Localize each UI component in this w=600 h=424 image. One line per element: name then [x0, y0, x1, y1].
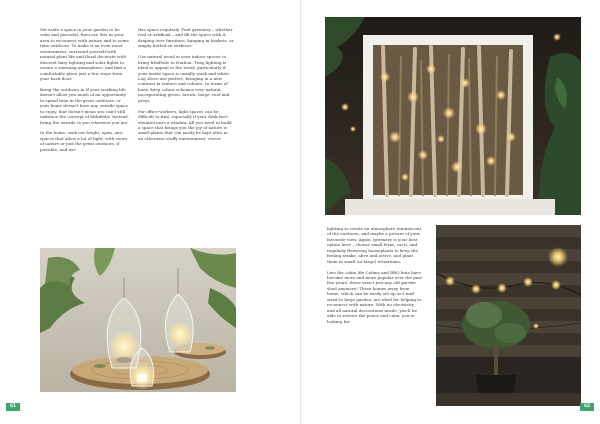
page-number-right: 62 [580, 403, 594, 411]
left-text-column-1 [40, 27, 129, 152]
paragraph: Bring the outdoors in If your working life doesn't allow you much of an opportunity to spend time in the great outdoors, or your home doesn't have any outside space to enjoy, that doesn't mean you can't still embrace the concept of hitluftsliv. Instead, bring the outside to you wherever you are. [40, 86, 129, 125]
paragraph: Use natural wood in your indoor spaces to bring friluftsliv to fruition. Twig lighting is ideal to appeal to the trend, particularly if your inside space is usually stark and white. Log slices are perfect, bringing in a new contrast in texture and colours. In terms of hues, keep colour schemes very natural, incorporating green, brown, beige, rust and greys. [138, 54, 231, 103]
left-text-column-2 [138, 27, 234, 141]
right-page [300, 0, 600, 424]
paragraph: In the home, seek out bright, open, airy spaces that allow a lot of light, with views of nature or just the great outdoors, if possible, and use [40, 130, 128, 152]
paragraph: lighting to create an atmosphere reminiscent of the outdoors, and maybe a picture of your favourite view. Again, greenery is your best option here – choose small ferns, cacti, and regularly flowering houseplants to keep the feeling awake, alive and active, and plant them in small (or large) terrariums. [327, 226, 422, 264]
paragraph: Live the cabin life Cabins and BBQ huts have become more and more popular over the past few years: these aren't just any old garden shed anymore! These homes away from home, which can be easily set up in a mid-sized to large garden, are ideal for helping to reconnect with nature. With no electricity and all natural decorations inside, you'll be able to restore the peace and calm, you're looking for. [327, 269, 423, 324]
cabin-lights-photo [436, 225, 581, 406]
paragraph: For office-workers, light spaces can be difficult to find, especially if your desk isn't situated near a window. All you need to build a space that brings you the joy of nature is small plants that can easily be kept alive in an otherwise stuffy environment, clever [138, 108, 232, 141]
paragraph: this space regularly. Find greenery – whether real or artificial – and fill the space with it, draping over furniture, hanging in baskets, or simply dotted on surfaces. [138, 27, 234, 49]
twig-lights-photo [325, 17, 581, 215]
page-number-left: 61 [6, 403, 20, 411]
right-text-column-1 [327, 226, 423, 324]
paragraph: Set aside a space in your garden to be calm and peaceful, then use this as your area to reconnect with nature and to some time outdoors. To make it an even nicer environment, surround yourself with natural plant life and floral decorate with discreet fairy lighting and solar lights to create a warming atmosphere, and find a comfortable place just a few steps from your back door. [40, 27, 129, 82]
terrarium-photo [40, 248, 236, 392]
